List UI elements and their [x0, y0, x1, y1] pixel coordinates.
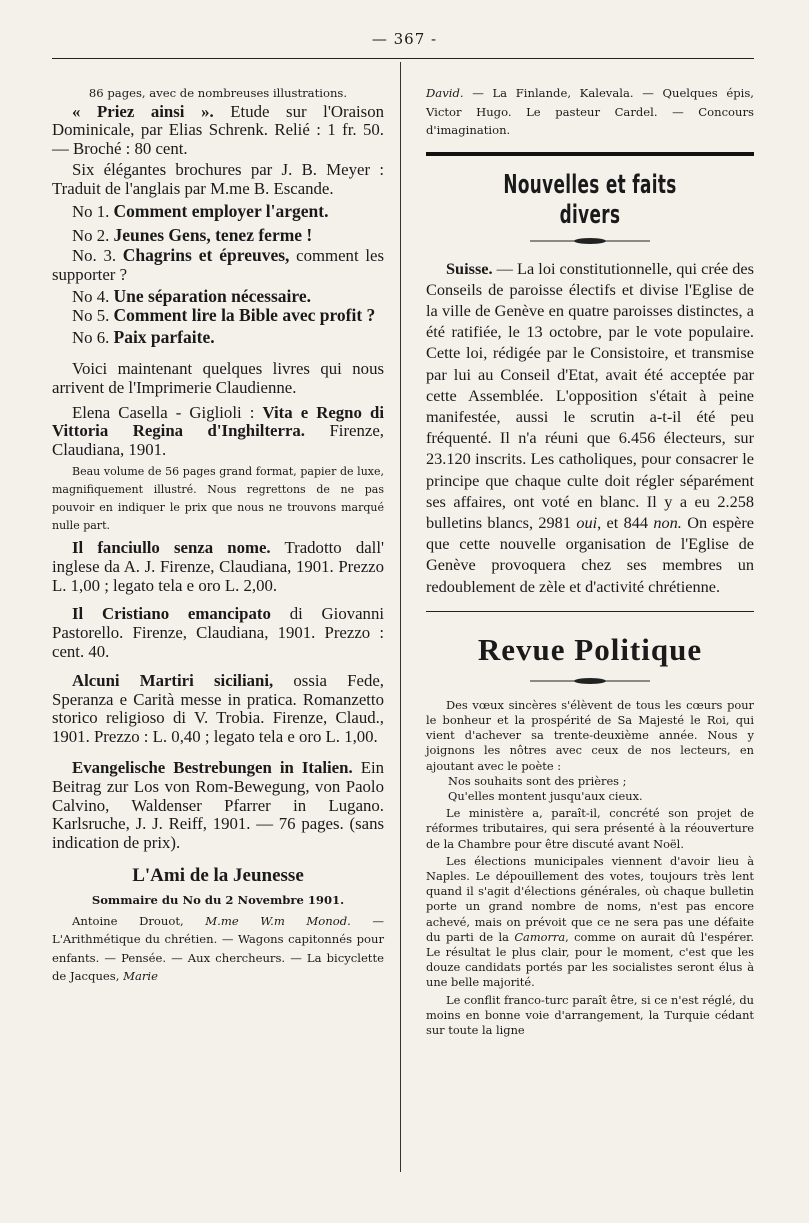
priez-ainsi-title: « Priez ainsi ».	[72, 101, 214, 121]
list-item: No. 3. Chagrins et épreuves, comment les supporter ?	[52, 245, 384, 284]
fanciullo-entry: Il fanciullo senza nome. Tradotto dall' inglese da A. J. Firenze, Claudiana, 1901. Prezzo L. 1,00 ; legato tela e oro L. 2,00.	[52, 538, 385, 595]
brochures-intro: Six élégantes brochures par J. B. Meyer : Traduit de l'anglais par M.me B. Escande.	[52, 159, 384, 198]
page-header: — 367 -	[371, 30, 438, 48]
revue-paragraph-roi: Des vœux sincères s'élèvent de tous les cœurs pour le bonheur et la prospérité de Sa Majesté le Roi, qui vient d'achever sa trente-deuxième année. Nous y joignons les nôtres avec ceux de nos lecteurs, en ajoutant avec le poète :	[426, 697, 754, 773]
section-rule	[426, 611, 754, 612]
ami-contents-continued: David. — La Finlande, Kalevala. — Quelques épis, Victor Hugo. Le pasteur Cardel. — Concours d'imagination.	[426, 86, 754, 137]
vittoria-note: Beau volume de 56 pages grand format, papier de luxe, magnifiquement illustré. Nous regrettons de ne pas pouvoir en indiquer le prix que nous ne trouvons marqué nulle part.	[52, 465, 384, 533]
list-item: No 2. Jeunes Gens, tenez ferme !	[72, 225, 313, 246]
list-item: No 1. Comment employer l'argent.	[72, 201, 329, 222]
martiri-entry: Alcuni Martiri siciliani, ossia Fede, Speranza e Carità messe in pratica. Romanzetto storico religioso di V. Trobia. Firenze, Claud., 1901. Prezzo : L. 0,40 ; legato tela e oro L. 1,00.	[52, 670, 384, 747]
priez-ainsi-text: Etude sur l'Oraison Dominicale, par Elias Schrenk. Relié : 1 fr. 50. — Broché : 80 cent.	[52, 101, 384, 159]
ornament-divider-icon	[530, 236, 650, 246]
list-item: No 4. Une séparation nécessaire.	[72, 285, 311, 306]
revue-paragraph-ministere: Le ministère a, paraît-il, concrété son projet de réformes tributaires, qui sera présenté à la réouverture de la Chambre pour être discuté avant Noël.	[426, 806, 754, 851]
ami-contents: Antoine Drouot, M.me W.m Monod. — L'Arithmétique du chrétien. — Wagons capitonnés pour enfants. — Pensée. — Aux chercheurs. — La bicyclette de Jacques, Marie	[52, 913, 384, 983]
vittoria-entry: Elena Casella - Giglioli : Vita e Regno di Vittoria Regina d'Inghilterra. Firenze, Claudiana, 1901.	[52, 402, 384, 460]
nouvelles-title: Nouvelles et faits divers	[503, 169, 677, 230]
cristiano-entry: Il Cristiano emancipato di Giovanni Pastorello. Firenze, Claudiana, 1901. Prezzo : cent. 40.	[52, 604, 384, 662]
claudienne-intro: Voici maintenant quelques livres qui nous arrivent de l'Imprimerie Claudienne.	[52, 359, 384, 397]
list-item: No 5. Comment lire la Bible avec profit ?	[72, 305, 376, 326]
suisse-article: Suisse. — La loi constitutionnelle, qui crée des Conseils de paroisse électifs et divise l'Eglise de la ville de Genève en quatre paroisses distinctes, a été ratifiée, le 13 octobre, par le vote populaire. Cette loi, rédigée par le Consistoire, et transmise par lui au Conseil d'Etat, avait été acceptée par cette Assemblée. L'opposition s'était à peine manifestée, aussi le scrutin a-t-il été peu fréquenté. Il n'a réuni que 6.456 électeurs, sur 23.120 inscrits. Les catholiques, pour consacrer le principe que chaque culte doit régler séparément ses affaires, ont voté en blanc. Il y a eu 2.258 bulletins blancs, 2981 oui, et 844 non. On espère que cette nouvelle organisation de l'Eglise de Genève provoquera chez ses membres un redoublement de zèle et d'activité chrétienne.	[426, 258, 755, 596]
brochure-list	[52, 202, 384, 348]
revue-paragraph-naples: Les élections municipales viennent d'avoir lieu à Naples. Le dépouillement des votes, toujours très lent quand il s'agit d'élections générales, où chaque bulletin porte un grand nombre de noms, n'est pas encore achevé, mais on prévoit que ce ne sera pas une défaite du parti de la Camorra, comme on aurait dû l'espérer. Le résultat le plus clair, pour le moment, c'est que les douze candidats portés par les socialistes seront élus à une belle majorité.	[426, 853, 754, 990]
section-rule	[426, 152, 754, 156]
poem-line: Nos souhaits sont des prières ;	[448, 773, 627, 788]
ornament-divider-icon	[530, 676, 650, 686]
revue-paragraph-conflit: Le conflit franco-turc paraît être, si ce n'est réglé, du moins en bonne voie d'arrangement, la Turquie cédant sur toute la ligne	[426, 992, 754, 1038]
evangelische-entry: Evangelische Bestrebungen in Italien. Ein Beitrag zur Los von Rom-Bewegung, von Paolo Calvino, Waldenser Pfarrer in Lugano. Karlsruche, J. J. Reiff, 1901. — 76 pages. (sans indication de prix).	[52, 758, 384, 853]
poem-line: Qu'elles montent jusqu'aux cieux.	[448, 788, 643, 803]
right-column	[426, 62, 754, 1038]
sommaire-line: Sommaire du No du 2 Novembre 1901.	[91, 893, 345, 907]
header-rule	[52, 58, 754, 59]
left-column	[52, 62, 384, 986]
book-pages-note: 86 pages, avec de nombreuses illustrations.	[88, 86, 348, 100]
list-item: No 6. Paix parfaite.	[72, 327, 215, 348]
priez-ainsi-entry	[52, 103, 384, 159]
revue-politique-title: Revue Politique	[477, 631, 703, 667]
ami-jeunesse-title: L'Ami de la Jeunesse	[132, 865, 304, 886]
column-divider	[400, 62, 401, 1172]
